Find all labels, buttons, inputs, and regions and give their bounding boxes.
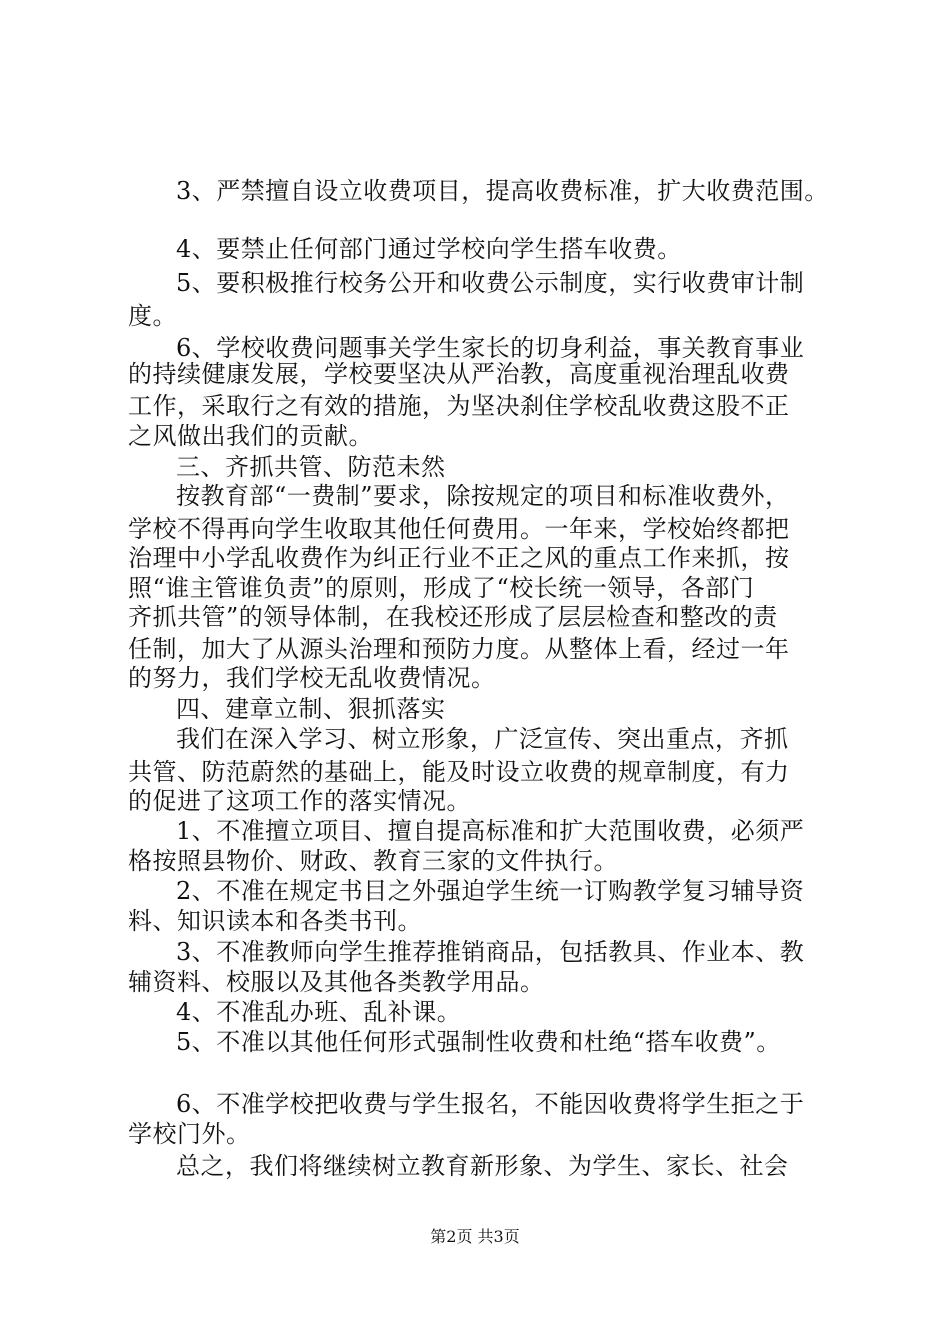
text-line: 我们在深入学习、树立形象，广泛宣传、突出重点，齐抓	[176, 725, 789, 753]
text-line: 总之，我们将继续树立教育新形象、为学生、家长、社会	[176, 1152, 789, 1180]
text-line: 4、不准乱办班、乱补课。	[176, 998, 462, 1026]
text-line: 治理中小学乱收费作为纠正行业不正之风的重点工作来抓，按	[128, 544, 790, 572]
text-line: 的促进了这项工作的落实情况。	[128, 787, 471, 815]
text-line: 共管、防范蔚然的基础上，能及时设立收费的规章制度，有力	[128, 758, 790, 786]
page-number-footer: 第2页 共3页	[430, 1227, 520, 1246]
text-line: 学校门外。	[128, 1120, 251, 1148]
text-line: 2、不准在规定书目之外强迫学生统一订购教学复习辅导资	[176, 877, 805, 905]
text-line: 学校不得再向学生收取其他任何费用。一年来，学校始终都把	[128, 515, 790, 543]
text-line: 料、知识读本和各类书刊。	[128, 907, 422, 935]
text-line: 工作，采取行之有效的措施，为坚决刹住学校乱收费这股不正	[128, 392, 790, 420]
text-line: 6、不准学校把收费与学生报名，不能因收费将学生拒之于	[176, 1090, 805, 1118]
text-line: 5、要积极推行校务公开和收费公示制度，实行收费审计制	[176, 269, 805, 297]
text-line: 4、要禁止任何部门通过学校向学生搭车收费。	[176, 235, 682, 263]
text-line: 任制，加大了从源头治理和预防力度。从整体上看，经过一年	[128, 635, 790, 663]
section-heading: 三、齐抓共管、防范未然	[176, 453, 446, 481]
text-line: 按教育部“一费制”要求，除按规定的项目和标准收费外，	[176, 482, 790, 510]
text-line: 6、学校收费问题事关学生家长的切身利益，事关教育事业	[176, 334, 805, 362]
text-line: 的持续健康发展，学校要坚决从严治教，高度重视治理乱收费	[128, 360, 790, 388]
text-line: 5、不准以其他任何形式强制性收费和杜绝“搭车收费”。	[176, 1028, 781, 1056]
text-line: 度。	[128, 302, 177, 330]
text-line: 1、不准擅立项目、擅自提高标准和扩大范围收费，必须严	[176, 817, 805, 845]
text-line: 之风做出我们的贡献。	[128, 422, 373, 450]
text-line: 齐抓共管”的领导体制，在我校还形成了层层检查和整改的责	[128, 603, 778, 631]
text-line: 照“谁主管谁负责”的原则，形成了“校长统一领导，各部门	[128, 574, 755, 602]
text-line: 辅资料、校服以及其他各类教学用品。	[128, 968, 545, 996]
text-line: 的努力，我们学校无乱收费情况。	[128, 664, 496, 692]
text-line: 3、不准教师向学生推荐推销商品，包括教具、作业本、教	[176, 938, 805, 966]
text-line: 格按照县物价、财政、教育三家的文件执行。	[128, 847, 618, 875]
text-line: 3、严禁擅自设立收费项目，提高收费标准，扩大收费范围。	[176, 177, 829, 205]
section-heading: 四、建章立制、狠抓落实	[176, 695, 446, 723]
